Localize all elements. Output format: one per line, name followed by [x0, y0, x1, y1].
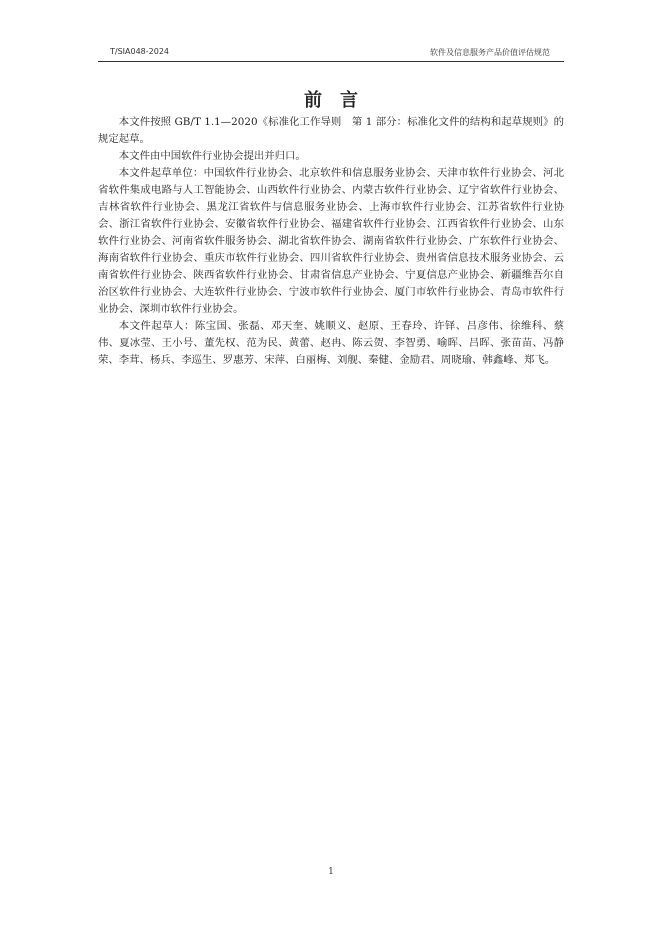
standard-code: T/SIA048-2024: [110, 47, 170, 56]
section-title: 前言: [304, 90, 376, 111]
foreword-body: [98, 114, 564, 369]
paragraph-drafters: 本文件起草人：陈宝国、张磊、邓天奎、姚顺义、赵原、王春玲、许铎、吕彦伟、徐维科、蔡伟、夏冰莹、王小号、董先权、范为民、黄蕾、赵冉、陈云贺、李智勇、喻晖、吕晖、张苗苗、冯静荣、李茸、杨兵、李巡生、罗惠芳、宋萍、白丽梅、刘舰、秦健、金励君、周晓瑜、韩鑫峰、郑飞。: [98, 320, 564, 366]
paragraph-drafting-rules: 本文件按照 GB/T 1.1—2020《标准化工作导则 第 1 部分：标准化文件的结构和起草规则》的规定起草。: [98, 116, 564, 145]
paragraph-drafting-units: 本文件起草单位：中国软件行业协会、北京软件和信息服务业协会、天津市软件行业协会、河北省软件集成电路与人工智能协会、山西软件行业协会、内蒙古软件行业协会、辽宁省软件行业协会、吉林省软件行业协会、黑龙江省软件与信息服务业协会、上海市软件行业协会、江苏省软件行业协会、浙江省软件行业协会、安徽省软件行业协会、福建省软件行业协会、江西省软件行业协会、山东软件行业协会、河南省软件服务协会、湖北省软件协会、湖南省软件行业协会、广东软件行业协会、海南省软件行业协会、重庆市软件行业协会、四川省软件行业协会、贵州省信息技术服务业协会、云南省软件行业协会、陕西省软件行业协会、甘肃省信息产业协会、宁夏信息产业协会、新疆维吾尔自治区软件行业协会、大连软件行业协会、宁波市软件行业协会、厦门市软件行业协会、青岛市软件行业协会、深圳市软件行业协会。: [98, 167, 564, 315]
page-header: [98, 44, 564, 62]
document-title: 软件及信息服务产品价值评估规范: [430, 48, 550, 57]
page-number: 1: [328, 867, 334, 877]
paragraph-proposer: 本文件由中国软件行业协会提出并归口。: [118, 150, 306, 162]
